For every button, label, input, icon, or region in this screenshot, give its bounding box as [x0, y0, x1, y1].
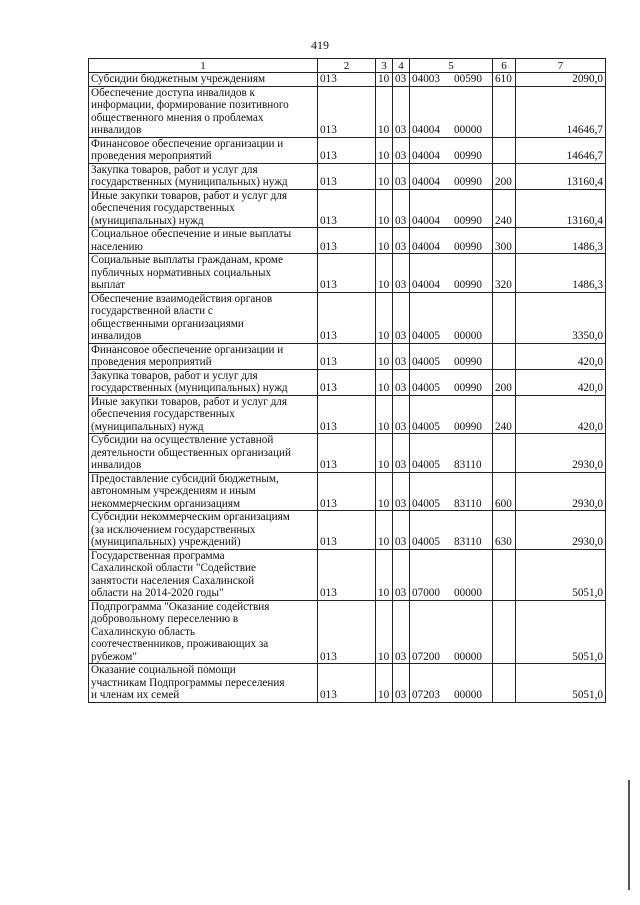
section-cell: 10	[376, 395, 393, 434]
admin-code-cell: 013	[318, 189, 376, 228]
row-name: Иные закупки товаров, работ и услуг для обеспечения государственных (муниципальных) нужд	[91, 395, 288, 433]
scan-edge-mark	[628, 780, 630, 890]
subsection-cell: 03	[393, 369, 410, 395]
table-row	[89, 189, 606, 228]
row-name: Государственная программа Сахалинской области "Содействие занятости населения Сахалинской области на 2014-2020 годы"	[91, 549, 256, 599]
row-name: Подпрограмма "Оказание содействия добровольному переселению в Сахалинскую область соотечественников, проживающих за рубежом"	[91, 600, 270, 663]
section-cell: 10	[376, 369, 393, 395]
table-row	[89, 472, 606, 511]
row-name: Обеспечение взаимодействия органов государственной власти с общественными организациями инвалидов	[91, 292, 273, 342]
admin-code-cell: 013	[318, 163, 376, 189]
subsection-cell: 03	[393, 600, 410, 664]
target-article-program: 04005	[412, 382, 440, 394]
row-name: Финансовое обеспечение организации и проведения мероприятий	[91, 343, 284, 368]
row-name-cell	[89, 600, 318, 664]
target-article-direction: 00990	[454, 240, 482, 253]
admin-code-cell: 013	[318, 511, 376, 550]
target-article-cell	[410, 600, 493, 664]
target-article-program: 04005	[412, 459, 440, 471]
table-row	[89, 163, 606, 189]
target-article-program: 04005	[412, 536, 440, 548]
target-article-program: 04005	[412, 497, 440, 510]
subsection-cell: 03	[393, 511, 410, 550]
amount-cell: 2090,0	[516, 73, 606, 87]
target-article-cell	[410, 163, 493, 189]
expense-type-cell: 240	[493, 395, 516, 434]
target-article-direction: 00590	[454, 73, 482, 85]
col-header-1: 1	[89, 59, 318, 73]
expense-type-cell: 200	[493, 369, 516, 395]
row-name-cell	[89, 549, 318, 600]
row-name: Иные закупки товаров, работ и услуг для обеспечения государственных (муниципальных) нужд	[91, 189, 288, 227]
target-article-cell	[410, 395, 493, 434]
col-header-7: 7	[516, 59, 606, 73]
table-row	[89, 137, 606, 163]
section-cell: 10	[376, 189, 393, 228]
table-row	[89, 254, 606, 293]
amount-cell: 2930,0	[516, 472, 606, 511]
table-row	[89, 292, 606, 343]
admin-code-cell: 013	[318, 86, 376, 137]
target-article-cell	[410, 343, 493, 369]
table-row	[89, 343, 606, 369]
target-article-direction: 83110	[454, 459, 482, 471]
row-name-cell	[89, 137, 318, 163]
admin-code-cell: 013	[318, 343, 376, 369]
target-article-direction: 00990	[454, 176, 482, 188]
target-article-direction: 00000	[454, 124, 482, 136]
expense-type-cell: 610	[493, 73, 516, 87]
row-name-cell	[89, 254, 318, 293]
table-row	[89, 600, 606, 664]
section-cell: 10	[376, 292, 393, 343]
target-article-program: 04004	[412, 240, 440, 253]
subsection-cell: 03	[393, 434, 410, 473]
subsection-cell: 03	[393, 395, 410, 434]
target-article-cell	[410, 664, 493, 703]
section-cell: 10	[376, 228, 393, 254]
row-name-cell	[89, 189, 318, 228]
section-cell: 10	[376, 254, 393, 293]
target-article-program: 04004	[412, 214, 440, 227]
expense-type-cell: 300	[493, 228, 516, 254]
col-header-6: 6	[493, 59, 516, 73]
subsection-cell: 03	[393, 137, 410, 163]
row-name: Закупка товаров, работ и услуг для государственных (муниципальных) нужд	[91, 369, 288, 394]
target-article-cell	[410, 254, 493, 293]
amount-cell: 5051,0	[516, 664, 606, 703]
amount-cell: 3350,0	[516, 292, 606, 343]
amount-cell: 420,0	[516, 395, 606, 434]
page-number: 419	[311, 38, 329, 52]
admin-code-cell: 013	[318, 369, 376, 395]
row-name: Оказание социальной помощи участникам Подпрограммы переселения и членам их семей	[91, 664, 285, 701]
target-article-direction: 00990	[454, 356, 482, 368]
col-header-3: 3	[376, 59, 393, 73]
row-name-cell	[89, 395, 318, 434]
row-name-cell	[89, 292, 318, 343]
target-article-direction: 00990	[454, 214, 482, 227]
expense-type-cell: 600	[493, 472, 516, 511]
amount-cell: 5051,0	[516, 549, 606, 600]
target-article-direction: 00000	[454, 689, 482, 701]
section-cell: 10	[376, 600, 393, 664]
target-article-direction: 00000	[454, 330, 482, 342]
subsection-cell: 03	[393, 73, 410, 87]
subsection-cell: 03	[393, 664, 410, 703]
table-row	[89, 73, 606, 87]
target-article-direction: 00990	[454, 279, 482, 291]
admin-code-cell: 013	[318, 664, 376, 703]
expense-type-cell	[493, 137, 516, 163]
row-name-cell	[89, 163, 318, 189]
target-article-cell	[410, 292, 493, 343]
target-article-direction: 83110	[454, 536, 482, 548]
row-name: Субсидии на осуществление уставной деятельности общественных организаций инвалидов	[91, 434, 291, 471]
admin-code-cell: 013	[318, 73, 376, 87]
subsection-cell: 03	[393, 254, 410, 293]
amount-cell: 5051,0	[516, 600, 606, 664]
table-row	[89, 395, 606, 434]
subsection-cell: 03	[393, 228, 410, 254]
col-header-2: 2	[318, 59, 376, 73]
subsection-cell: 03	[393, 189, 410, 228]
expense-type-cell	[493, 343, 516, 369]
target-article-cell	[410, 73, 493, 87]
section-cell: 10	[376, 137, 393, 163]
section-cell: 10	[376, 664, 393, 703]
expense-type-cell	[493, 86, 516, 137]
target-article-program: 07000	[412, 587, 440, 599]
target-article-program: 04005	[412, 356, 440, 368]
row-name: Социальные выплаты гражданам, кроме публичных нормативных социальных выплат	[91, 254, 283, 291]
table-row	[89, 549, 606, 600]
row-name-cell	[89, 228, 318, 254]
amount-cell: 13160,4	[516, 189, 606, 228]
admin-code-cell: 013	[318, 395, 376, 434]
target-article-program: 04004	[412, 176, 440, 188]
section-cell: 10	[376, 163, 393, 189]
section-cell: 10	[376, 73, 393, 87]
amount-cell: 420,0	[516, 343, 606, 369]
admin-code-cell: 013	[318, 600, 376, 664]
target-article-cell	[410, 472, 493, 511]
section-cell: 10	[376, 86, 393, 137]
target-article-cell	[410, 511, 493, 550]
expense-type-cell: 320	[493, 254, 516, 293]
admin-code-cell: 013	[318, 434, 376, 473]
target-article-program: 07200	[412, 650, 440, 663]
budget-table	[88, 58, 606, 703]
admin-code-cell: 013	[318, 472, 376, 511]
expense-type-cell: 240	[493, 189, 516, 228]
admin-code-cell: 013	[318, 292, 376, 343]
target-article-program: 04005	[412, 330, 440, 342]
row-name-cell	[89, 511, 318, 550]
row-name-cell	[89, 343, 318, 369]
target-article-program: 04004	[412, 124, 440, 136]
target-article-cell	[410, 369, 493, 395]
amount-cell: 420,0	[516, 369, 606, 395]
row-name-cell	[89, 434, 318, 473]
admin-code-cell: 013	[318, 549, 376, 600]
section-cell: 10	[376, 343, 393, 369]
section-cell: 10	[376, 434, 393, 473]
table-row	[89, 434, 606, 473]
row-name: Социальное обеспечение и иные выплаты населению	[91, 228, 292, 253]
admin-code-cell: 013	[318, 137, 376, 163]
expense-type-cell	[493, 292, 516, 343]
col-header-5: 5	[410, 59, 493, 73]
amount-cell: 13160,4	[516, 163, 606, 189]
table-row	[89, 228, 606, 254]
target-article-cell	[410, 189, 493, 228]
target-article-cell	[410, 228, 493, 254]
table-row	[89, 86, 606, 137]
target-article-direction: 00990	[454, 420, 482, 433]
subsection-cell: 03	[393, 343, 410, 369]
row-name: Субсидии бюджетным учреждениям	[91, 73, 266, 85]
target-article-program: 04004	[412, 150, 440, 162]
target-article-direction: 83110	[454, 497, 482, 510]
target-article-program: 04003	[412, 73, 440, 85]
col-header-4: 4	[393, 59, 410, 73]
expense-type-cell	[493, 549, 516, 600]
section-cell: 10	[376, 511, 393, 550]
row-name-cell	[89, 369, 318, 395]
target-article-direction: 00990	[454, 382, 482, 394]
subsection-cell: 03	[393, 472, 410, 511]
expense-type-cell	[493, 600, 516, 664]
admin-code-cell: 013	[318, 228, 376, 254]
expense-type-cell: 200	[493, 163, 516, 189]
target-article-cell	[410, 549, 493, 600]
row-name-cell	[89, 472, 318, 511]
expense-type-cell	[493, 434, 516, 473]
amount-cell: 1486,3	[516, 254, 606, 293]
table-row	[89, 511, 606, 550]
target-article-direction: 00000	[454, 650, 482, 663]
row-name: Обеспечение доступа инвалидов к информации, формирование позитивного общественного мнения о проблемах инвалидов	[91, 86, 289, 136]
section-cell: 10	[376, 549, 393, 600]
expense-type-cell: 630	[493, 511, 516, 550]
target-article-program: 04005	[412, 420, 440, 433]
amount-cell: 1486,3	[516, 228, 606, 254]
amount-cell: 2930,0	[516, 511, 606, 550]
row-name-cell	[89, 86, 318, 137]
admin-code-cell: 013	[318, 254, 376, 293]
target-article-program: 04004	[412, 279, 440, 291]
target-article-direction: 00000	[454, 587, 482, 599]
row-name: Закупка товаров, работ и услуг для государственных (муниципальных) нужд	[91, 163, 288, 188]
row-name: Финансовое обеспечение организации и проведения мероприятий	[91, 137, 284, 162]
subsection-cell: 03	[393, 292, 410, 343]
subsection-cell: 03	[393, 163, 410, 189]
target-article-program: 07203	[412, 689, 440, 701]
row-name-cell	[89, 73, 318, 87]
table-row	[89, 664, 606, 703]
header-row	[89, 59, 606, 73]
target-article-direction: 00990	[454, 150, 482, 162]
expense-type-cell	[493, 664, 516, 703]
section-cell: 10	[376, 472, 393, 511]
subsection-cell: 03	[393, 86, 410, 137]
amount-cell: 2930,0	[516, 434, 606, 473]
row-name-cell	[89, 664, 318, 703]
table-row	[89, 369, 606, 395]
row-name: Предоставление субсидий бюджетным, автономным учреждениям и иным некоммерческим организациям	[91, 472, 279, 510]
target-article-cell	[410, 137, 493, 163]
amount-cell: 14646,7	[516, 137, 606, 163]
target-article-cell	[410, 434, 493, 473]
target-article-cell	[410, 86, 493, 137]
subsection-cell: 03	[393, 549, 410, 600]
amount-cell: 14646,7	[516, 86, 606, 137]
row-name: Субсидии некоммерческим организациям (за исключением государственных (муниципальных) учреждений)	[91, 511, 290, 548]
